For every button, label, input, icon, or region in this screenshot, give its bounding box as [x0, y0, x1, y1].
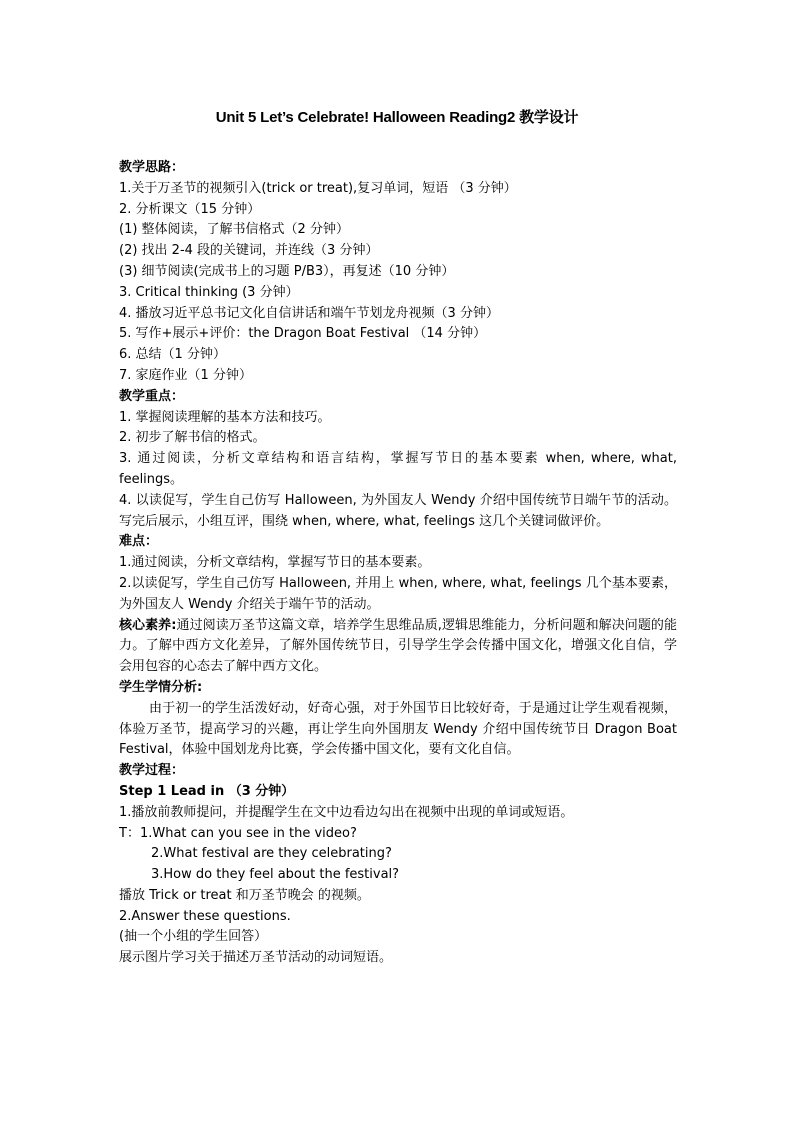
list-item: 3. 通过阅读，分析文章结构和语言结构，掌握写节日的基本要素 when, where, what, feelings。 — [119, 451, 677, 487]
analysis-paragraph: 由于初一的学生活泼好动，好奇心强，对于外国节日比较好奇，于是通过让学生观看视频，体验万圣节，提高学习的兴趣，再让学生向外国朋友 Wendy 介绍中国传统节日 Dragon Boat Festival，体验中国划龙舟比赛，学会传播中国文化，要有文化自信。 — [119, 700, 677, 758]
step-heading: Step 1 Lead in （3 分钟） — [119, 783, 295, 799]
teacher-question: 3.How do they feel about the festival? — [151, 867, 400, 883]
list-item: (1) 整体阅读，了解书信格式（2 分钟） — [119, 222, 349, 238]
list-item: 4. 以读促写，学生自己仿写 Halloween, 为外国友人 Wendy 介绍中国传统节日端午节的活动。写完后展示，小组互评，围绕 when, where, what, feelings 这几个关键词做评价。 — [119, 492, 677, 529]
step-instruction: 1.播放前教师提问，并提醒学生在文中边看边勾出在视频中出现的单词或短语。 — [119, 804, 574, 820]
list-item: (3) 细节阅读(完成书上的习题 P/B3），再复述（10 分钟） — [119, 263, 455, 279]
section-heading-analysis: 学生学情分析: — [119, 679, 203, 695]
document-body — [119, 158, 677, 969]
document-title: Unit 5 Let’s Celebrate! Halloween Reading2 教学设计 — [215, 109, 579, 126]
section-heading-difficulties: 难点： — [119, 534, 159, 550]
list-item: 7. 家庭作业（1 分钟） — [119, 367, 252, 383]
list-item: 1. 掌握阅读理解的基本方法和技巧。 — [119, 409, 331, 425]
section-heading-thinking: 教学思路： — [119, 160, 185, 175]
section-heading-process: 教学过程： — [119, 763, 185, 779]
teacher-question: T：1.What can you see in the video? — [119, 825, 357, 841]
list-item: 3. Critical thinking (3 分钟） — [119, 284, 299, 300]
list-item: 2.以读促写，学生自己仿写 Halloween, 并用上 when, where, what, feelings 几个基本要素，为外国友人 Wendy 介绍关于端午节的活动。 — [119, 575, 677, 612]
list-item: 5. 写作+展示+评价：the Dragon Boat Festival （14 分钟） — [119, 326, 487, 342]
step-instruction: 播放 Trick or treat 和万圣节晚会 的视频。 — [119, 887, 370, 903]
section-heading-literacy: 核心素养: — [119, 617, 177, 633]
list-item: 2. 初步了解书信的格式。 — [119, 430, 266, 446]
list-item: (2) 找出 2-4 段的关键词，并连线（3 分钟） — [119, 243, 379, 259]
list-item: 4. 播放习近平总书记文化自信讲话和端午节划龙舟视频（3 分钟） — [119, 305, 499, 321]
teacher-question: 2.What festival are they celebrating? — [151, 846, 392, 862]
core-literacy-text: 通过阅读万圣节这篇文章，培养学生思维品质,逻辑思维能力，分析问题和解决问题的能力。了解中西方文化差异，了解外国传统节日，引导学生学会传播中国文化，增强文化自信，学会用包容的心态去了解中西方文化。 — [119, 617, 677, 675]
step-instruction: (抽一个小组的学生回答） — [119, 929, 268, 945]
section-heading-key-points: 教学重点： — [119, 388, 185, 404]
list-item: 1.关于万圣节的视频引入(trick or treat),复习单词，短语 （3 分钟） — [119, 180, 517, 196]
step-instruction: 展示图片学习关于描述万圣节活动的动词短语。 — [119, 950, 393, 966]
list-item: 1.通过阅读，分析文章结构，掌握写节日的基本要素。 — [119, 555, 431, 571]
step-instruction: 2.Answer these questions. — [119, 908, 291, 924]
list-item: 2. 分析课文（15 分钟） — [119, 201, 261, 217]
core-literacy-paragraph — [119, 616, 677, 678]
list-item: 6. 总结（1 分钟） — [119, 347, 226, 363]
